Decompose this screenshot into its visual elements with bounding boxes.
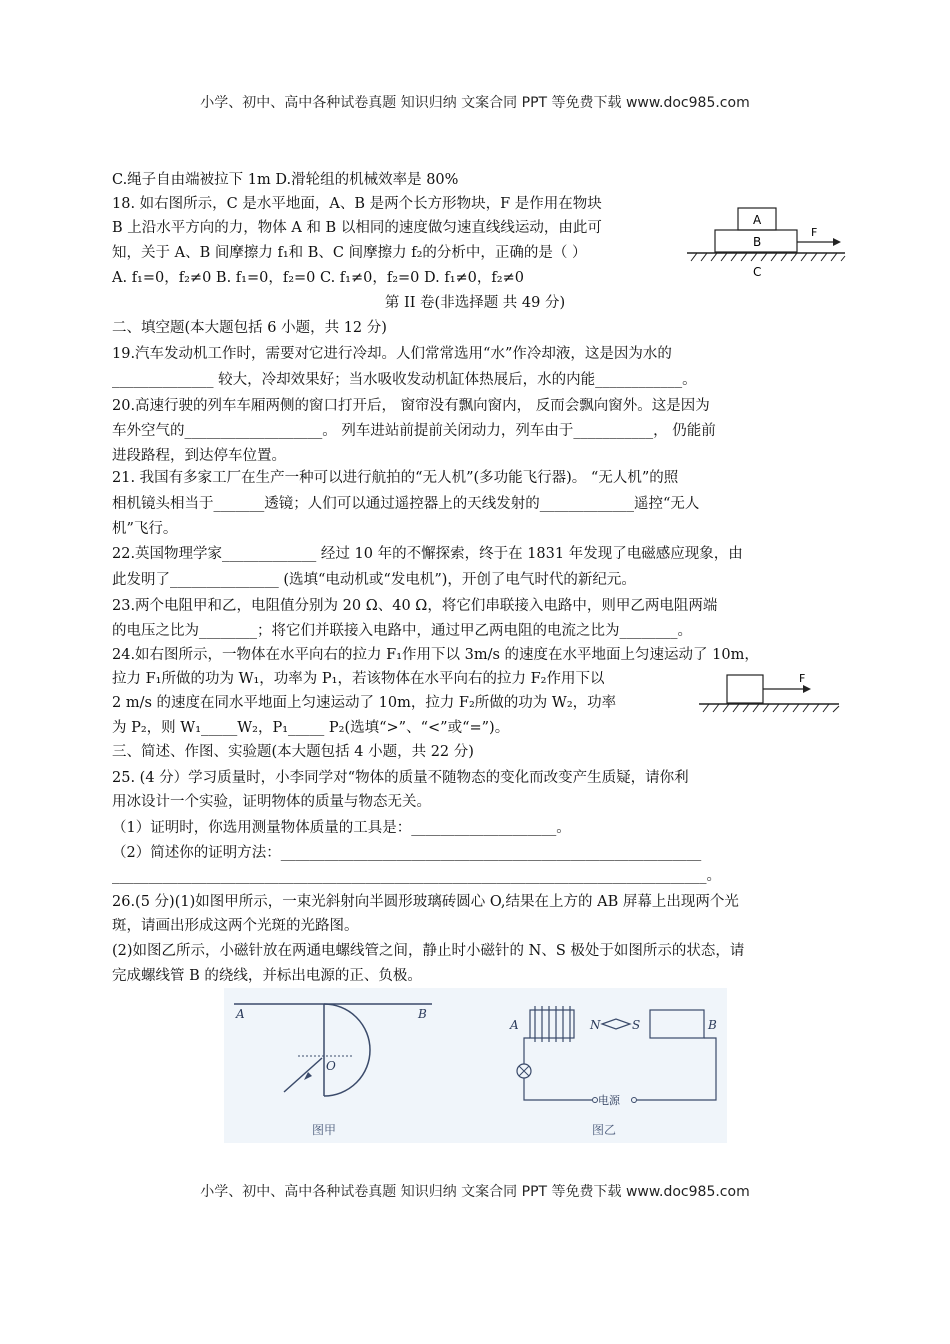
q20-line3: 进段路程，到达停车位置。	[112, 448, 286, 464]
q24-line2: 拉力 F₁所做的功为 W₁，功率为 P₁，若该物体在水平向右的拉力 F₂作用下以	[112, 671, 605, 687]
q26-line4: 完成螺线管 B 的绕线，并标出电源的正、负极。	[112, 968, 422, 984]
q20-line2: 车外空气的___________________。 列车进站前提前关闭动力，列车由于___________， 仍能前	[112, 423, 716, 439]
glass-curved-face	[324, 1004, 370, 1096]
q19-line1: 19.汽车发动机工作时，需要对它进行冷却。人们常常选用“水”作冷却液，这是因为水的	[112, 346, 672, 362]
solenoid-b	[650, 1010, 704, 1038]
circuit-wire-left	[524, 1038, 592, 1100]
force-arrowhead	[803, 685, 811, 693]
q26-figures	[224, 988, 727, 1143]
compass-needle	[602, 1019, 630, 1029]
q21-line1: 21. 我国有多家工厂在生产一种可以进行航拍的“无人机”(多功能飞行器)。 “无人机”的照	[112, 470, 679, 486]
figure-a-caption: 图甲	[312, 1123, 337, 1137]
ground-hatch	[691, 253, 845, 261]
coil-b-label: B	[708, 1018, 717, 1032]
force-arrowhead	[833, 238, 841, 246]
q24-line4: 为 P₂，则 W₁_____W₂，P₁_____ P₂(选填“>”、“<”或“=”)。	[112, 720, 510, 736]
coil-a-label: A	[510, 1018, 519, 1032]
figure-b-caption: 图乙	[592, 1123, 617, 1137]
q25-part1: （1）证明时，你选用测量物体质量的工具是：____________________。	[112, 820, 571, 836]
page-footer: 小学、初中、高中各种试卷真题 知识归纳 文案合同 PPT 等免费下载 www.doc985.com	[200, 1184, 750, 1200]
incident-ray	[284, 1058, 322, 1092]
q21-line2: 相机镜头相当于_______透镜；人们可以通过遥控器上的天线发射的_____________遥控“无人	[112, 496, 700, 512]
q18-options: A. f₁=0，f₂≠0 B. f₁=0，f₂=0 C. f₁≠0，f₂=0 D. f₁≠0，f₂≠0	[112, 270, 524, 286]
solenoid-a	[530, 1010, 574, 1038]
force-label: F	[811, 226, 818, 239]
q24-figure	[695, 667, 843, 719]
q25-line1: 25. (4 分）学习质量时，小李同学对“物体的质量不随物态的变化而改变产生质疑，请你利	[112, 770, 689, 786]
q24-line1: 24.如右图所示，一物体在水平向右的拉力 F₁作用下以 3m/s 的速度在水平地面上匀速运动了 10m，	[112, 647, 759, 663]
block-a-label: A	[753, 213, 762, 227]
q26-line2: 斑，请画出形成这两个光斑的光路图。	[112, 918, 359, 934]
needle-s-label: S	[632, 1018, 641, 1032]
q19-line2: ______________ 较大，冷却效果好；当水吸收发动机缸体热展后，水的内能____________。	[112, 372, 697, 388]
block-b-label: B	[753, 235, 762, 249]
q23-line1: 23.两个电阻甲和乙，电阻值分别为 20 Ω、40 Ω，将它们串联接入电路中，则甲乙两电阻两端	[112, 598, 718, 614]
q17-options-cd: C.绳子自由端被拉下 1m D.滑轮组的机械效率是 80%	[112, 172, 459, 188]
force-label: F	[799, 672, 806, 685]
q25-answer-line: __________________________________________________________________________________。	[112, 868, 721, 884]
screen-label-b: B	[418, 1007, 427, 1021]
q25-line2: 用冰设计一个实验，证明物体的质量与物态无关。	[112, 794, 431, 810]
solenoid-a-windings	[535, 1006, 570, 1042]
block	[727, 675, 763, 703]
q25-part2: （2）简述你的证明方法：__________________________________________________________	[112, 845, 702, 861]
power-terminal-left	[593, 1098, 598, 1103]
needle-n-label: N	[590, 1018, 601, 1032]
screen-label-a: A	[236, 1007, 245, 1021]
q22-line2: 此发明了_______________ (选填“电动机或“发电机”)，开创了电气时代的新纪元。	[112, 572, 636, 588]
section-title-fill: 二、填空题(本大题包括 6 小题，共 12 分)	[112, 320, 387, 336]
q22-line1: 22.英国物理学家_____________ 经过 10 年的不懈探索，终于在 1831 年发现了电磁感应现象，由	[112, 546, 743, 562]
ground-label: C	[753, 265, 762, 279]
ground-hatch	[703, 704, 839, 712]
q26-diagram	[224, 988, 727, 1143]
q18-line2: B 上沿水平方向的力，物体 A 和 B 以相同的速度做匀速直线线运动，由此可	[112, 220, 602, 236]
q18-figure	[683, 198, 848, 280]
center-label-o: O	[326, 1059, 336, 1073]
power-terminal-right	[632, 1098, 637, 1103]
q23-line2: 的电压之比为________；将它们并联接入电路中，通过甲乙两电阻的电流之比为________。	[112, 623, 692, 639]
section-title-vol2: 第 II 卷(非选择题 共 49 分)	[384, 295, 566, 311]
power-label: 电源	[598, 1094, 620, 1107]
q18-line3: 知，关于 A、B 间摩擦力 f₁和 B、C 间摩擦力 f₂的分析中，正确的是（ ）	[112, 245, 587, 261]
q21-line3: 机”飞行。	[112, 521, 178, 537]
section-title-short-answer: 三、简述、作图、实验题(本大题包括 4 小题，共 22 分)	[112, 744, 474, 760]
q24-line3: 2 m/s 的速度在同水平地面上匀速运动了 10m，拉力 F₂所做的功为 W₂，功率	[112, 695, 617, 711]
q18-line1: 18. 如右图所示，C 是水平地面，A、B 是两个长方形物块，F 是作用在物块	[112, 196, 602, 212]
circuit-wire-right	[637, 1038, 716, 1100]
lamp-filament	[519, 1066, 529, 1076]
q20-line1: 20.高速行驶的列车车厢两侧的窗口打开后， 窗帘没有飘向窗内， 反而会飘向窗外。这是因为	[112, 398, 710, 414]
page-header: 小学、初中、高中各种试卷真题 知识归纳 文案合同 PPT 等免费下载 www.doc985.com	[200, 95, 750, 111]
q26-line3: (2)如图乙所示，小磁针放在两通电螺线管之间，静止时小磁针的 N、S 极处于如图所示的状态，请	[112, 943, 745, 959]
q26-line1: 26.(5 分)(1)如图甲所示，一束光斜射向半圆形玻璃砖圆心 O,结果在上方的 AB 屏幕上出现两个光	[112, 894, 739, 910]
